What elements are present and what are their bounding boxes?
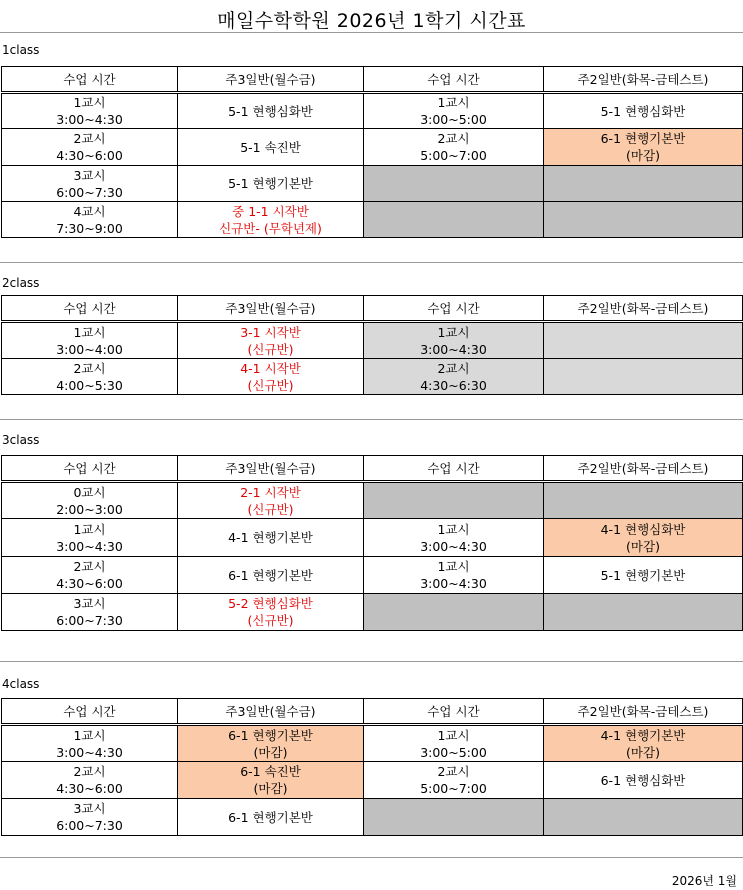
table-row	[2, 482, 743, 519]
period: 0교시	[73, 484, 106, 500]
period: 1교시	[437, 559, 470, 574]
class-cell	[544, 557, 743, 594]
table-row	[2, 725, 743, 762]
period: 3교시	[73, 596, 106, 611]
class-cell	[178, 519, 364, 557]
class-name: 5-1 현행기본반	[600, 567, 686, 583]
schedule-table-2class	[1, 295, 743, 395]
time-cell	[2, 166, 178, 202]
status-note: (마감)	[626, 538, 660, 554]
class-cell	[178, 129, 364, 166]
empty-cell	[364, 594, 544, 631]
time-cell	[364, 762, 544, 799]
section-label-1class: 1class	[2, 43, 40, 57]
time-range: 5:00~7:00	[420, 148, 487, 163]
table-header-row	[2, 67, 743, 93]
class-cell	[178, 799, 364, 836]
time-cell	[364, 519, 544, 557]
time-cell	[364, 725, 544, 762]
time-cell	[2, 359, 178, 395]
time-cell	[364, 322, 544, 359]
class-name: 2-1 시작반	[240, 484, 301, 500]
empty-cell	[364, 799, 544, 836]
status-note: (신규반)	[247, 341, 294, 357]
header-time: 수업 시간	[364, 456, 544, 482]
schedule-table-4class	[1, 698, 743, 836]
class-name: 4-1 현행심화반	[600, 521, 686, 537]
status-note: (마감)	[626, 744, 660, 760]
class-name: 6-1 현행기본반	[228, 727, 313, 743]
table-row	[2, 762, 743, 799]
header-class-mwf: 주3일반(월수금)	[178, 699, 364, 725]
status-note: (신규반)	[247, 501, 294, 517]
class-cell-new	[178, 322, 364, 359]
time-cell	[364, 359, 544, 395]
class-cell-new	[178, 202, 364, 238]
class-name: 3-1 시작반	[240, 324, 301, 340]
empty-cell	[544, 799, 743, 836]
header-class-tt: 주2일반(화목-금테스트)	[544, 67, 743, 93]
time-range: 7:30~9:00	[56, 220, 123, 236]
time-cell	[364, 129, 544, 166]
time-range: 4:00~5:30	[56, 377, 123, 393]
period: 1교시	[73, 95, 106, 110]
period: 2교시	[73, 131, 106, 146]
page-title: 매일수학학원 2026년 1학기 시간표	[217, 10, 526, 32]
class-cell-new	[178, 359, 364, 395]
period: 1교시	[73, 727, 106, 743]
period: 1교시	[437, 521, 470, 537]
divider	[0, 419, 743, 420]
class-name: 6-1 현행기본반	[600, 131, 686, 146]
table-header-row	[2, 699, 743, 725]
period: 2교시	[437, 764, 470, 779]
class-name: 6-1 현행기본반	[228, 567, 313, 583]
time-range: 3:00~4:30	[420, 341, 487, 357]
table-row	[2, 93, 743, 129]
table-row	[2, 557, 743, 594]
time-range: 5:00~7:00	[420, 781, 487, 796]
time-cell	[2, 594, 178, 631]
header-time: 수업 시간	[364, 699, 544, 725]
period: 1교시	[437, 95, 470, 110]
time-range: 3:00~5:00	[420, 112, 487, 127]
empty-cell	[544, 482, 743, 519]
status-note: 신규반- (무학년제)	[219, 220, 322, 236]
schedule-table-3class	[1, 455, 743, 631]
section-label-4class: 4class	[2, 677, 40, 691]
status-note: (마감)	[253, 744, 288, 760]
time-cell	[2, 519, 178, 557]
header-time: 수업 시간	[364, 296, 544, 322]
status-note: (마감)	[626, 148, 660, 163]
class-name: 6-1 현행심화반	[600, 772, 686, 788]
class-name: 6-1 현행기본반	[228, 809, 313, 825]
time-cell	[2, 725, 178, 762]
time-range: 3:00~4:00	[56, 341, 123, 357]
divider	[0, 262, 743, 263]
table-row	[2, 202, 743, 238]
time-range: 6:00~7:30	[56, 818, 123, 833]
period: 1교시	[437, 324, 470, 340]
time-range: 3:00~4:30	[56, 538, 123, 554]
header-time: 수업 시간	[2, 67, 178, 93]
class-cell	[544, 93, 743, 129]
time-cell	[2, 557, 178, 594]
header-class-tt: 주2일반(화목-금테스트)	[544, 699, 743, 725]
empty-cell	[364, 202, 544, 238]
time-range: 6:00~7:30	[56, 613, 123, 628]
header-class-mwf: 주3일반(월수금)	[178, 296, 364, 322]
time-cell	[2, 799, 178, 836]
table-header-row	[2, 456, 743, 482]
footer-date: 2026년 1월	[671, 874, 737, 888]
table-row	[2, 129, 743, 166]
time-range: 3:00~4:30	[420, 538, 487, 554]
time-range: 3:00~4:30	[56, 112, 123, 127]
empty-cell	[364, 166, 544, 202]
section-label-2class: 2class	[2, 276, 40, 290]
time-range: 4:30~6:00	[56, 576, 123, 591]
table-header-row	[2, 296, 743, 322]
divider	[0, 661, 743, 662]
status-note: (마감)	[253, 781, 288, 796]
empty-cell	[544, 202, 743, 238]
class-cell-closed	[178, 762, 364, 799]
empty-cell	[544, 594, 743, 631]
divider	[0, 32, 743, 33]
table-row	[2, 594, 743, 631]
time-range: 3:00~5:00	[420, 744, 487, 760]
time-cell	[2, 762, 178, 799]
class-name: 4-1 현행기본반	[600, 727, 686, 743]
table-row	[2, 799, 743, 836]
time-cell	[2, 129, 178, 166]
table-row	[2, 322, 743, 359]
period: 2교시	[73, 764, 106, 779]
header-class-tt: 주2일반(화목-금테스트)	[544, 456, 743, 482]
time-cell	[2, 202, 178, 238]
class-cell-closed	[544, 725, 743, 762]
header-time: 수업 시간	[2, 296, 178, 322]
time-range: 4:30~6:00	[56, 781, 123, 796]
divider	[0, 857, 743, 858]
header-class-tt: 주2일반(화목-금테스트)	[544, 296, 743, 322]
time-range: 2:00~3:00	[56, 501, 123, 517]
time-range: 3:00~4:30	[56, 744, 123, 760]
table-row	[2, 519, 743, 557]
class-cell-closed	[544, 129, 743, 166]
time-range: 3:00~4:30	[420, 576, 487, 591]
time-cell	[2, 482, 178, 519]
header-time: 수업 시간	[2, 699, 178, 725]
class-cell	[178, 166, 364, 202]
table-row	[2, 166, 743, 202]
class-name: 5-1 현행심화반	[228, 103, 313, 119]
class-cell-closed	[178, 725, 364, 762]
class-name: 중 1-1 시작반	[232, 203, 309, 219]
empty-cell	[364, 482, 544, 519]
period: 1교시	[73, 324, 106, 340]
header-time: 수업 시간	[2, 456, 178, 482]
status-note: (신규반)	[247, 377, 294, 393]
section-label-3class: 3class	[2, 433, 40, 447]
class-name: 5-1 속진반	[240, 139, 301, 155]
class-cell-new	[178, 482, 364, 519]
class-name: 5-2 현행심화반	[228, 596, 313, 611]
empty-cell	[544, 322, 743, 359]
schedule-table-1class	[1, 66, 743, 238]
class-name: 6-1 속진반	[240, 764, 301, 779]
period: 3교시	[73, 167, 106, 183]
class-cell	[178, 93, 364, 129]
time-range: 4:30~6:30	[420, 377, 487, 393]
time-cell	[2, 322, 178, 359]
period: 2교시	[73, 559, 106, 574]
time-cell	[2, 93, 178, 129]
period: 2교시	[73, 360, 106, 376]
header-class-mwf: 주3일반(월수금)	[178, 67, 364, 93]
class-cell-new	[178, 594, 364, 631]
status-note: (신규반)	[247, 613, 294, 628]
period: 4교시	[73, 203, 106, 219]
period: 1교시	[437, 727, 470, 743]
period: 1교시	[73, 521, 106, 537]
period: 2교시	[437, 360, 470, 376]
header-class-mwf: 주3일반(월수금)	[178, 456, 364, 482]
class-name: 5-1 현행기본반	[228, 176, 313, 191]
time-cell	[364, 93, 544, 129]
time-range: 6:00~7:30	[56, 184, 123, 200]
time-range: 4:30~6:00	[56, 148, 123, 163]
class-name: 4-1 시작반	[240, 360, 301, 376]
period: 3교시	[73, 801, 106, 816]
class-cell	[178, 557, 364, 594]
empty-cell	[544, 166, 743, 202]
empty-cell	[544, 359, 743, 395]
period: 2교시	[437, 131, 470, 146]
time-cell	[364, 557, 544, 594]
table-row	[2, 359, 743, 395]
class-cell	[544, 762, 743, 799]
header-time: 수업 시간	[364, 67, 544, 93]
class-cell-closed	[544, 519, 743, 557]
class-name: 4-1 현행기본반	[228, 530, 313, 545]
class-name: 5-1 현행심화반	[600, 103, 686, 119]
